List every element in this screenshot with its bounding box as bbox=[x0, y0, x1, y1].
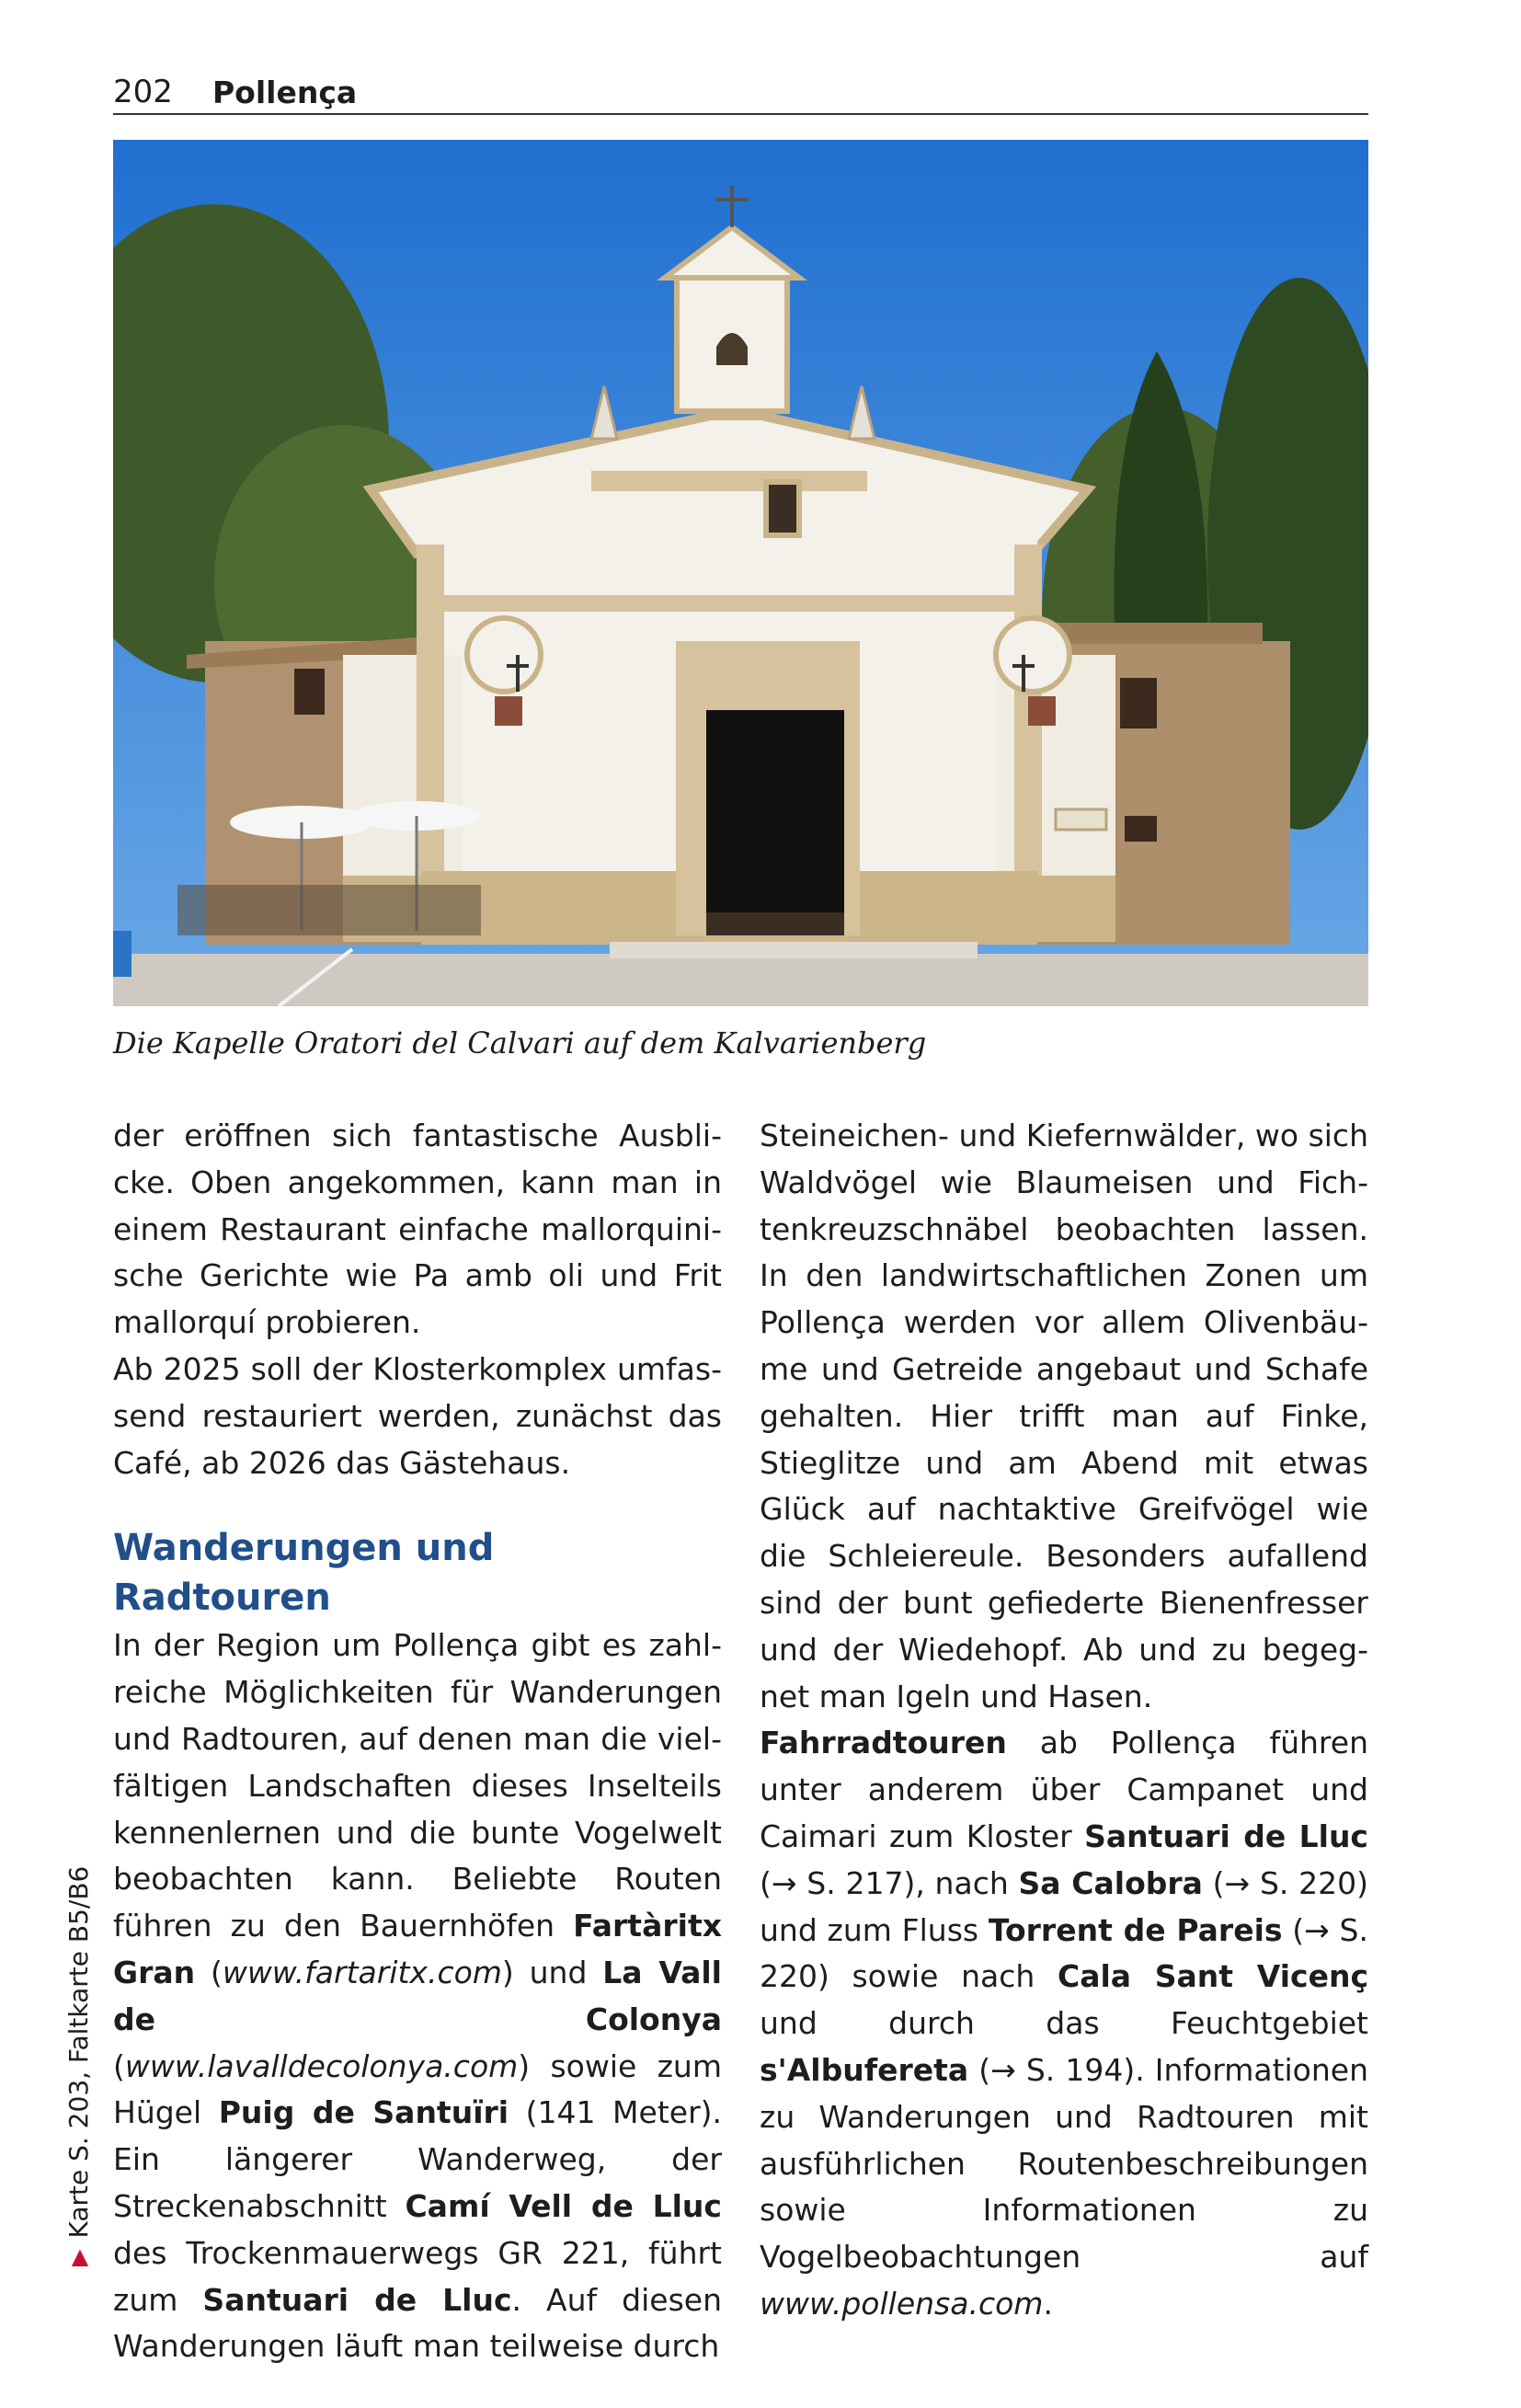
paragraph-view: der eröffnen sich fantastische Ausblicke. Oben angekommen, kann man in einem Restaurant einfache mallorquinische Gerichte wie Pa amb oli und Frit mallorquí probieren. bbox=[113, 1118, 722, 1341]
paragraph-restoration: Ab 2025 soll der Klosterkomplex umfassend restauriert werden, zunächst das Café, ab 2026 das Gästehaus. bbox=[113, 1350, 722, 1481]
map-reference-text: Karte S. 203, Faltkarte B5/B6 bbox=[63, 1865, 94, 2239]
text-run: und durch das Feuchtgebiet bbox=[760, 2005, 1368, 2042]
lead-fahrradtouren: Fahrradtouren bbox=[760, 1725, 1007, 1761]
text-run: ) sowie zum Hügel bbox=[113, 2047, 722, 2131]
place-santuari-de-lluc: Santuari de Lluc bbox=[202, 2281, 512, 2318]
map-reference-note bbox=[63, 1865, 95, 2269]
place-cami-vell-de-lluc: Camí Vell de Lluc bbox=[405, 2187, 722, 2224]
text-run: In der Region um Pollença gibt es zahlreiche Möglichkeiten für Wanderungen und Radtouren, auf denen man die vielfältigen Landschaften dieses Inselteils kennenlernen und die bunte Vogelwelt beobachten kann. Beliebte Routen führen zu den Bauernhöfen bbox=[113, 1627, 722, 1944]
text-run: ab Pollença führen unter anderem über Campanet und Caimari zum Kloster bbox=[760, 1725, 1368, 1854]
text-run: ) und bbox=[501, 1954, 603, 1990]
figure-caption: Die Kapelle Oratori del Calvari auf dem Kalvarienberg bbox=[113, 1026, 927, 1061]
link-lavalldecolonya[interactable]: www.lavalldecolonya.com bbox=[124, 2047, 519, 2084]
chapel-photo bbox=[113, 140, 1368, 1006]
paragraph-wildlife: Steineichen- und Kiefernwälder, wo sich Waldvögel wie Blaumeisen und Fichtenkreuzschnäbel beobachten lassen. In den landwirtschaftlichen Zonen um Pollença werden vor allem Olivenbäume und Getreide angebaut und Schafe gehalten. Hier trifft man auf Finke, Stieglitze und am Abend mit etwas Glück auf nachtaktive Greifvögel wie die Schleiereule. Besonders aufallend sind der bunt gefiederte Bienenfresser und der Wiedehopf. Ab und zu begegnet man Igeln und Hasen. bbox=[760, 1118, 1368, 1714]
text-run: (→ S. 194). Informationen zu Wanderungen und Radtouren mit ausführlichen Routenbeschreibungen sowie Informationen zu Vogelbeobachtungen auf bbox=[760, 2051, 1368, 2276]
place-la-vall-de-colonya: La Vall de Colonya bbox=[113, 1954, 722, 2037]
text-run: ( bbox=[195, 1954, 223, 1990]
left-column bbox=[113, 1113, 722, 2370]
place-torrent-de-pareis: Torrent de Pareis bbox=[988, 1911, 1283, 1948]
paragraph-hiking-routes bbox=[113, 1623, 722, 2370]
text-run: des Trockenmauerwegs GR 221, führt zum bbox=[113, 2234, 722, 2318]
place-fartaritx-gran: Fartàritx Gran bbox=[113, 1908, 722, 1990]
text-run: . bbox=[1043, 2285, 1053, 2322]
text-run: (→ S. 217), nach bbox=[760, 1864, 1019, 1901]
place-santuari-de-lluc: Santuari de Lluc bbox=[1084, 1817, 1368, 1854]
text-run: (→ S. 220) und zum Fluss bbox=[760, 1864, 1368, 1948]
section-heading: Wanderungen und Radtouren bbox=[113, 1527, 495, 1620]
place-sa-calobra: Sa Calobra bbox=[1018, 1864, 1203, 1901]
text-run: . Auf diesen Wanderungen läuft man teilweise durch bbox=[113, 2281, 723, 2365]
running-header bbox=[113, 72, 1368, 115]
right-column bbox=[760, 1113, 1368, 2328]
link-pollensa[interactable]: www.pollensa.com bbox=[760, 2285, 1044, 2322]
paragraph-cycling bbox=[760, 1720, 1368, 2327]
text-run: (→ S. 220) sowie nach bbox=[760, 1911, 1368, 1995]
page-number: 202 bbox=[113, 74, 173, 110]
text-run: (141 Meter). Ein längerer Wanderweg, der Streckenabschnitt bbox=[113, 2094, 723, 2224]
place-salbufereta: s'Albufereta bbox=[760, 2051, 969, 2088]
running-title: Pollença bbox=[212, 75, 358, 110]
place-puig-de-santuiri: Puig de Santuïri bbox=[218, 2094, 509, 2131]
triangle-marker-icon: ▲ bbox=[71, 2242, 89, 2269]
link-fartaritx[interactable]: www.fartaritx.com bbox=[222, 1954, 502, 1990]
place-cala-sant-vicenc: Cala Sant Vicenç bbox=[1057, 1958, 1369, 1995]
text-run: ( bbox=[113, 2047, 125, 2084]
